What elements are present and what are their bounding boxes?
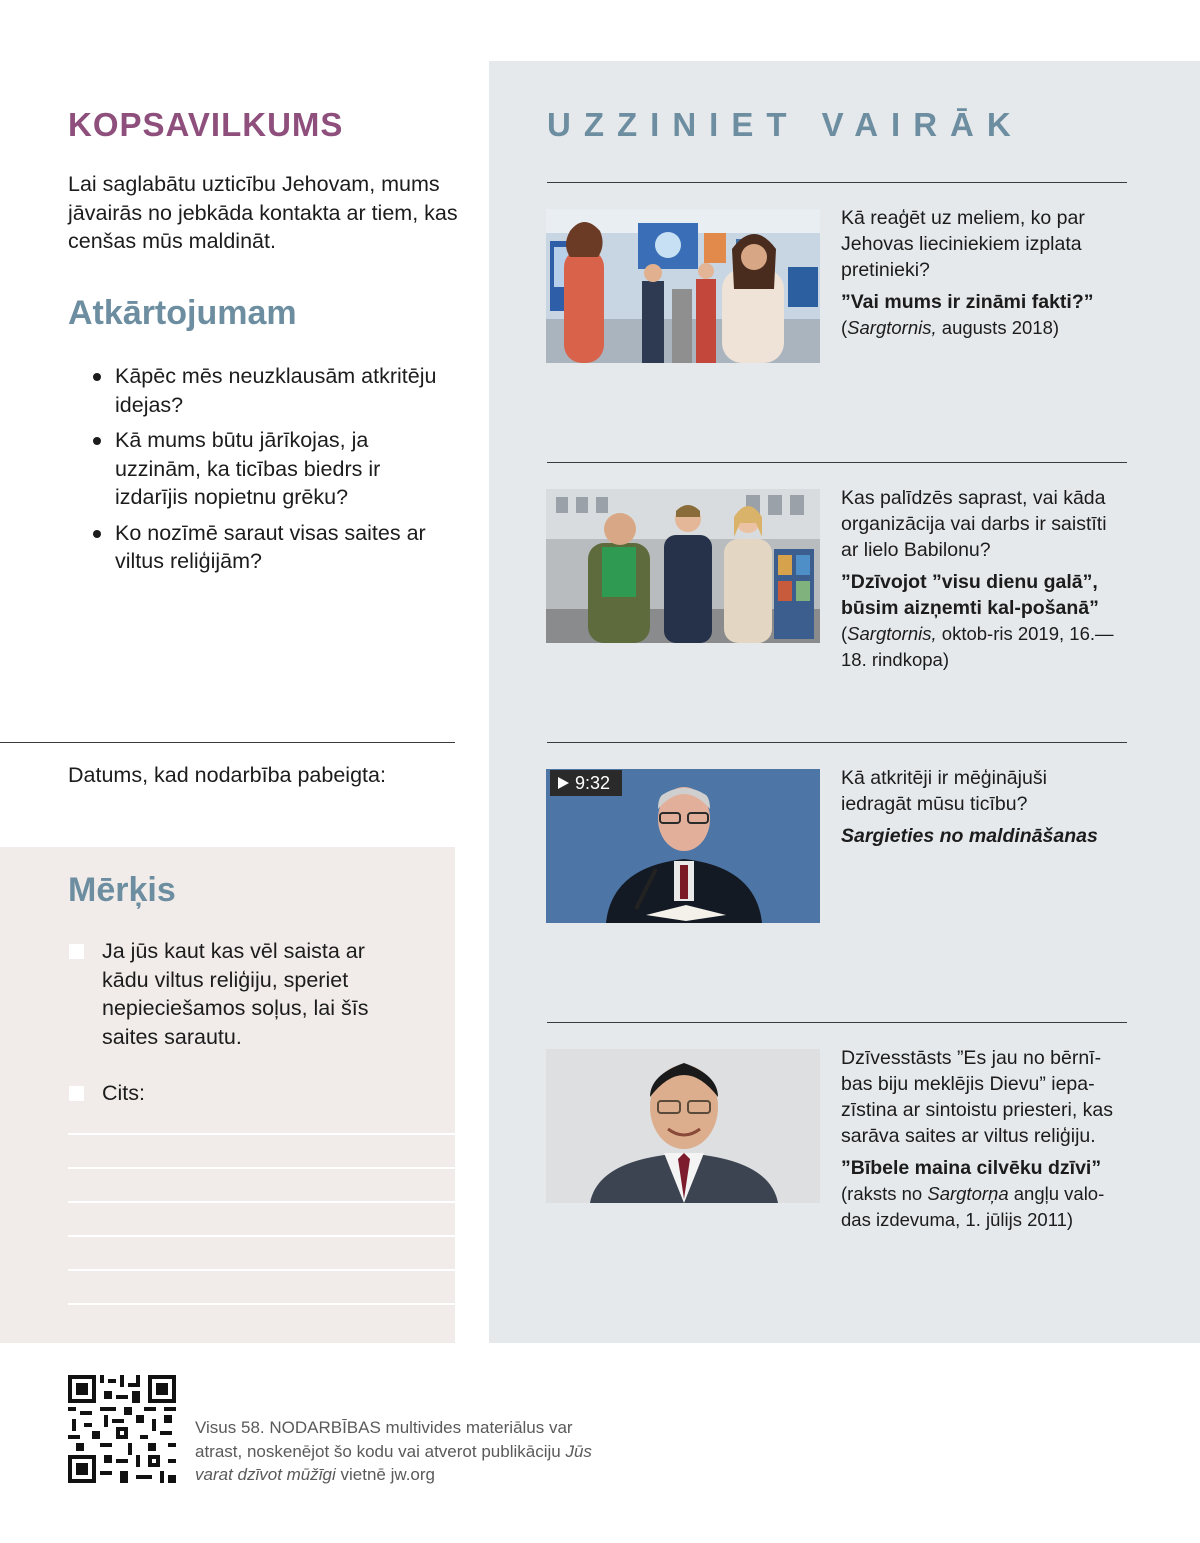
write-line[interactable]: [68, 1201, 455, 1203]
article-title[interactable]: ”Vai mums ir zināmi fakti?”: [841, 291, 1094, 313]
news-scene-image: [546, 209, 820, 363]
other-checkbox[interactable]: [69, 1086, 84, 1101]
review-question: [92, 362, 442, 419]
video-question: Kā atkritēji ir mēģinājuši iedragāt mūsu ticību?: [841, 767, 1047, 815]
article-thumbnail[interactable]: [546, 489, 820, 643]
article-title[interactable]: ”Dzīvojot ”visu dienu galā”, būsim aizņemti kal-pošanā”: [841, 571, 1099, 619]
portrait-image: [546, 1049, 820, 1203]
item-divider: [547, 742, 1127, 743]
article-source[interactable]: [841, 569, 1121, 673]
write-line[interactable]: [68, 1167, 455, 1169]
goal-title: Mērķis: [68, 871, 176, 909]
review-question: [92, 519, 442, 576]
article-title[interactable]: ”Bībele maina cilvēku dzīvi”: [841, 1157, 1102, 1179]
article-entry: [841, 1045, 1121, 1233]
bullet-icon: [93, 437, 101, 445]
article-entry: [841, 485, 1121, 673]
article-citation: (raksts no Sargtorņa angļu valo-das izdevuma, 1. jūlijs 2011): [841, 1183, 1105, 1230]
summary-text: Lai saglabātu uzticību Jehovam, mums jāvairās no jebkāda kontakta ar tiem, kas cenšas mūs maldināt.: [68, 172, 458, 253]
review-question-text: Kā mums būtu jārīkojas, ja uzzinām, ka ticības biedrs ir izdarījis nopietnu grēku?: [115, 428, 381, 509]
item-divider: [547, 462, 1127, 463]
video-thumbnail[interactable]: [546, 769, 820, 923]
article-question: Dzīvesstāsts ”Es jau no bērnī-bas biju meklējis Dievu” iepa-zīstina ar sintoistu priesteri, kas sarāva saites ar viltus reliģiju.: [841, 1047, 1114, 1147]
article-source[interactable]: [841, 289, 1121, 341]
article-citation: (Sargtornis, augusts 2018): [841, 317, 1060, 338]
article-citation: (Sargtornis, oktob-ris 2019, 16.—18. rindkopa): [841, 623, 1114, 670]
goal-other-label: Cits:: [102, 1081, 145, 1105]
bullet-icon: [93, 373, 101, 381]
qr-code-icon[interactable]: [68, 1375, 176, 1483]
review-question-text: Ko nozīmē saraut visas saites ar viltus reliģijām?: [115, 520, 426, 573]
play-icon: [558, 777, 569, 789]
video-duration: 9:32: [575, 773, 611, 793]
item-divider: [547, 1022, 1127, 1023]
footer-text: Visus 58. NODARBĪBAS multivides materiālus var atrast, noskenējot šo kodu vai atverot publikāciju Jūs varat dzīvot mūžīgi vietnē jw.org: [195, 1418, 592, 1484]
completion-date-label: Datums, kad nodarbība pabeigta:: [68, 763, 386, 787]
write-line[interactable]: [68, 1235, 455, 1237]
write-line[interactable]: [68, 1133, 455, 1135]
learn-more-title: UZZINIET VAIRĀK: [547, 106, 1024, 143]
summary-title: KOPSAVILKUMS: [68, 106, 344, 143]
write-line[interactable]: [68, 1303, 455, 1305]
video-duration-badge: [550, 770, 622, 796]
article-question: Kā reaģēt uz meliem, ko par Jehovas lieciniekiem izplata pretinieki?: [841, 207, 1085, 281]
review-question-text: Kāpēc mēs neuzklausām atkritēju idejas?: [115, 364, 437, 417]
write-line[interactable]: [68, 1269, 455, 1271]
article-question: Kas palīdzēs saprast, vai kāda organizācija vai darbs ir saistīti ar lielo Babilonu?: [841, 487, 1107, 561]
article-source[interactable]: [841, 1155, 1121, 1233]
article-thumbnail[interactable]: [546, 1049, 820, 1203]
item-divider: [547, 182, 1127, 183]
article-entry: [841, 205, 1121, 341]
review-questions: [92, 362, 442, 583]
goal-checkbox[interactable]: [69, 944, 84, 959]
goal-option-text: Ja jūs kaut kas vēl saista ar kādu viltus reliģiju, speriet nepieciešamos soļus, lai šīs saites sarautu.: [102, 939, 369, 1049]
review-title: Atkārtojumam: [68, 294, 297, 332]
section-divider: [0, 742, 455, 743]
review-question: [92, 426, 442, 512]
bullet-icon: [93, 530, 101, 538]
qr-code-graphic: [68, 1375, 176, 1483]
video-entry: [841, 765, 1121, 849]
street-witnessing-image: [546, 489, 820, 643]
article-thumbnail[interactable]: [546, 209, 820, 363]
video-source[interactable]: [841, 823, 1121, 849]
video-title[interactable]: Sargieties no maldināšanas: [841, 825, 1098, 847]
